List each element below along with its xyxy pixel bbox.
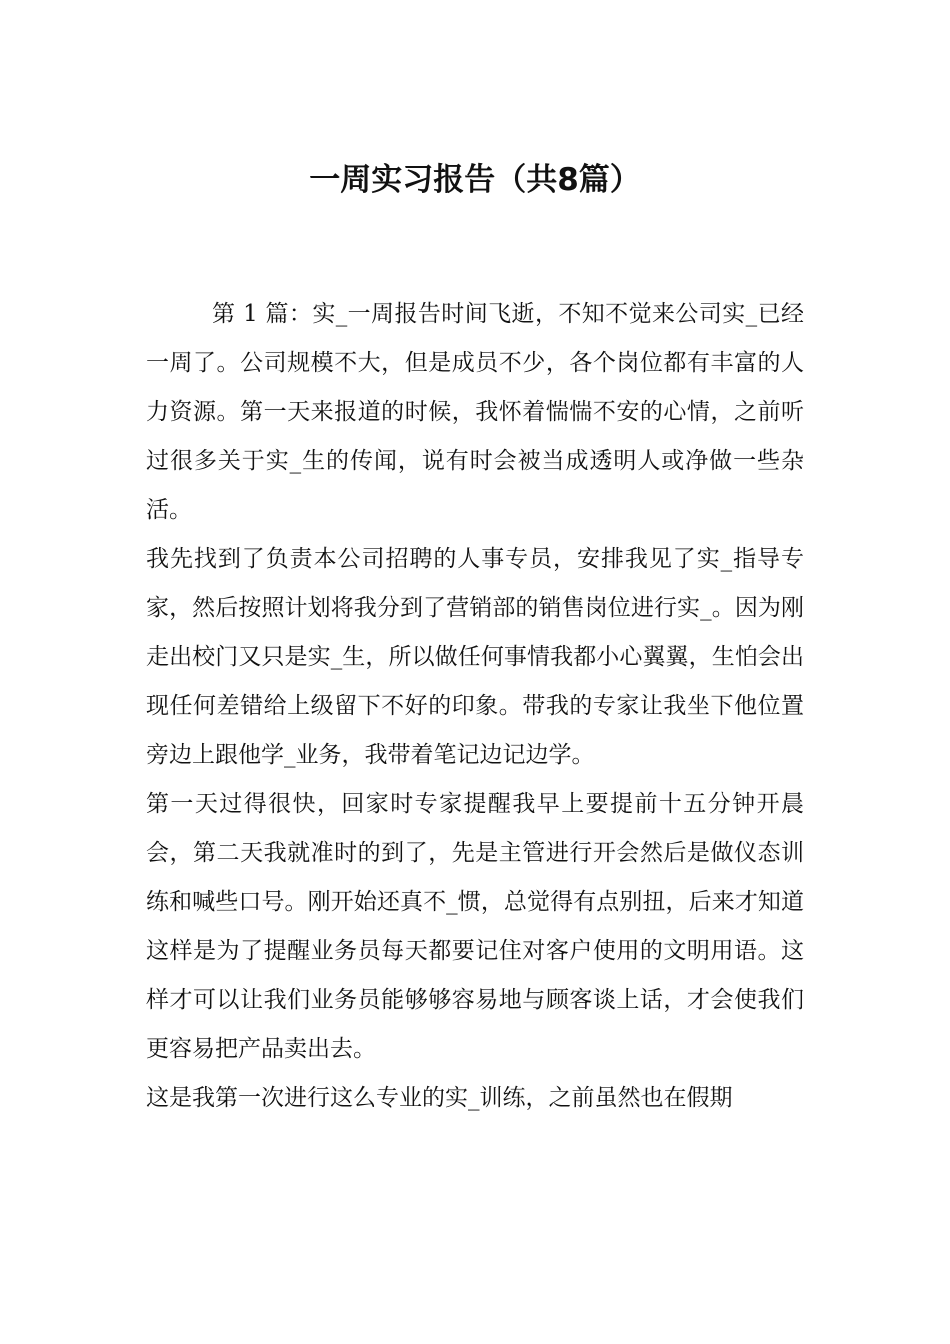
paragraph-3: 第一天过得很快，回家时专家提醒我早上要提前十五分钟开晨会，第二天我就准时的到了，先是主管进行开会然后是做仪态训练和喊些口号。刚开始还真不_惯，总觉得有点别扭，后来才知道这样是为了提醒业务员每天都要记住对客户使用的文明用语。这样才可以让我们业务员能够够容易地与顾客谈上话，才会使我们更容易把产品卖出去。 — [146, 791, 804, 1062]
document-title: 一周实习报告（共8篇） — [309, 162, 641, 198]
paragraph-1: 第 1 篇：实_一周报告时间飞逝，不知不觉来公司实_已经一周了。公司规模不大，但是成员不少，各个岗位都有丰富的人力资源。第一天来报道的时候，我怀着惴惴不安的心情，之前听过很多关于实_生的传闻，说有时会被当成透明人或净做一些杂活。 — [146, 301, 804, 523]
paragraph-2: 我先找到了负责本公司招聘的人事专员，安排我见了实_指导专家，然后按照计划将我分到了营销部的销售岗位进行实_。因为刚走出校门又只是实_生，所以做任何事情我都小心翼翼，生怕会出现任何差错给上级留下不好的印象。带我的专家让我坐下他位置旁边上跟他学_业务，我带着笔记边记边学。 — [146, 546, 804, 768]
document-body — [146, 290, 804, 1123]
paragraph-4: 这是我第一次进行这么专业的实_训练，之前虽然也在假期 — [146, 1085, 733, 1111]
